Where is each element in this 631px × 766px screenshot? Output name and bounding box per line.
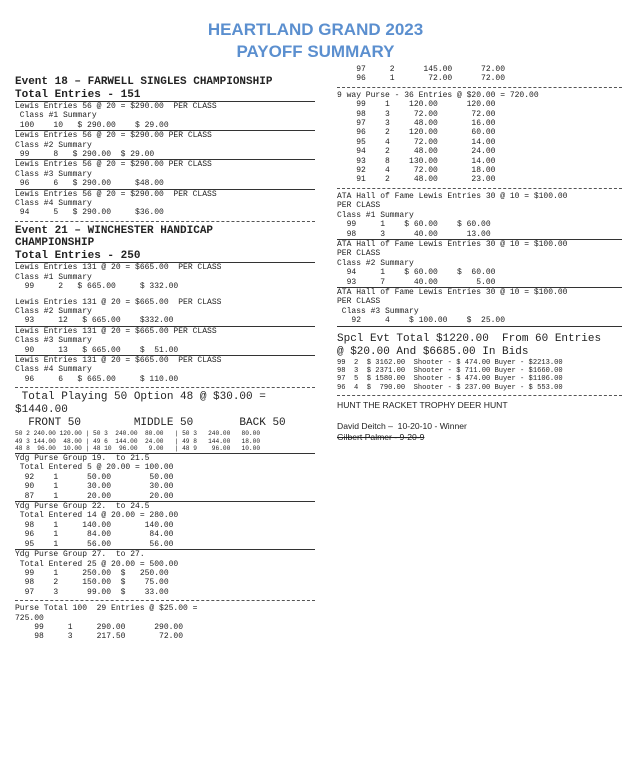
class-result: 94 5 $ 290.00 $36.00 bbox=[15, 208, 164, 218]
option-row: 48 8 96.00 10.00 | 48 10 96.00 9.00 | 48 9 96.00 10.00 bbox=[15, 445, 261, 453]
event-title-cont: CHAMPIONSHIP bbox=[15, 237, 95, 250]
ydg-row: 98 1 140.00 140.00 bbox=[15, 520, 174, 530]
nine-way-row: 95 4 72.00 14.00 bbox=[337, 137, 496, 147]
ata-title: ATA Hall of Fame Lewis Entries 30 @ 10 = $100.00 bbox=[337, 191, 568, 201]
racket-hunt-section bbox=[337, 400, 622, 443]
ydg-row: 98 2 150.00 $ 75.00 bbox=[15, 578, 169, 588]
divider bbox=[15, 221, 315, 222]
ydg-group-total: Total Entered 25 @ 20.00 = 500.00 bbox=[15, 559, 179, 569]
class-summary: Class #3 Summary bbox=[15, 336, 92, 346]
class-line: Lewis Entries 131 @ 20 = $665.00 PER CLASS bbox=[15, 355, 315, 365]
ydg-row: 87 1 20.00 20.00 bbox=[15, 491, 174, 501]
option-section bbox=[15, 391, 315, 453]
special-title: Spcl Evt Total $1220.00 From 60 Entries bbox=[337, 332, 602, 345]
purse-title: Purse Total 100 29 Entries @ $25.00 = bbox=[15, 604, 198, 614]
event-18-section bbox=[15, 76, 315, 218]
class-summary: Class #2 Summary bbox=[15, 140, 92, 150]
special-event-section bbox=[337, 333, 622, 393]
special-row: 98 3 $ 2371.00 Shooter - $ 711.00 Buyer - $1660.00 bbox=[337, 366, 563, 375]
event-title: Event 21 – WINCHESTER HANDICAP bbox=[15, 224, 214, 237]
event-total: Total Entries - 250 bbox=[15, 249, 141, 262]
ata-row: 99 1 $ 60.00 $ 60.00 bbox=[337, 220, 491, 230]
class-summary: Class #1 Summary bbox=[15, 111, 97, 121]
ata-row: 94 1 $ 60.00 $ 60.00 bbox=[337, 268, 496, 278]
ydg-group-total: Total Entered 14 @ 20.00 = 280.00 bbox=[15, 511, 179, 521]
ata-per-class: PER CLASS bbox=[337, 201, 381, 211]
purse-row: 97 2 145.00 72.00 bbox=[337, 65, 506, 74]
class-summary: Class #3 Summary bbox=[337, 306, 419, 316]
class-summary: Class #2 Summary bbox=[15, 307, 92, 316]
ata-row: 93 7 40.00 5.00 bbox=[337, 277, 496, 287]
class-summary: Class #3 Summary bbox=[15, 169, 92, 179]
class-line: Lewis Entries 131 @ 20 = $665.00 PER CLASS bbox=[15, 262, 315, 272]
special-subtitle: @ $20.00 And $6685.00 In Bids bbox=[337, 345, 529, 358]
special-row: 99 2 $ 3162.00 Shooter - $ 474.00 Buyer - $2213.00 bbox=[337, 358, 563, 367]
ydg-group-title: Ydg Purse Group 27. to 27. bbox=[15, 549, 315, 559]
ata-row: 92 4 $ 100.00 $ 25.00 bbox=[337, 316, 506, 326]
special-row: 96 4 $ 790.00 Shooter - $ 237.00 Buyer - $ 553.00 bbox=[337, 383, 563, 392]
nine-way-row: 91 2 48.00 23.00 bbox=[337, 175, 496, 185]
class-line: Lewis Entries 56 @ 20 = $290.00 PER CLASS bbox=[15, 130, 315, 140]
event-title: Event 18 – FARWELL SINGLES CHAMPIONSHIP bbox=[15, 76, 273, 88]
racket-winner: David Deitch – 10-20-10 - Winner bbox=[337, 421, 467, 432]
class-result: 90 13 $ 665.00 $ 51.00 bbox=[15, 345, 179, 355]
racket-struck-entry: Gilbert Palmer - 9-20-9 bbox=[337, 432, 425, 443]
ydg-group bbox=[15, 501, 315, 549]
class-summary: Class #4 Summary bbox=[15, 365, 92, 375]
divider bbox=[337, 395, 622, 396]
event-total: Total Entries - 151 bbox=[15, 88, 141, 101]
divider bbox=[337, 188, 622, 189]
divider bbox=[15, 600, 315, 601]
purse-row: 96 1 72.00 72.00 bbox=[337, 74, 506, 84]
ydg-group-title: Ydg Purse Group 19. to 21.5 bbox=[15, 453, 315, 463]
class-line: Lewis Entries 56 @ 20 = $290.00 PER CLASS bbox=[15, 159, 315, 169]
left-column bbox=[15, 76, 315, 642]
nine-way-title: 9 way Purse - 36 Entries @ $20.00 = 720.00 bbox=[337, 90, 539, 100]
purse-amount: 725.00 bbox=[15, 613, 44, 623]
ydg-group bbox=[15, 549, 315, 597]
class-result: 99 2 $ 665.00 $ 332.00 bbox=[15, 282, 179, 292]
ata-per-class: PER CLASS bbox=[337, 297, 381, 307]
nine-way-row: 98 3 72.00 72.00 bbox=[337, 109, 496, 119]
ydg-row: 95 1 56.00 56.00 bbox=[15, 539, 174, 549]
ydg-row: 96 1 84.00 84.00 bbox=[15, 530, 174, 540]
right-column bbox=[337, 65, 622, 443]
ata-section bbox=[337, 239, 622, 287]
ydg-row: 99 1 250.00 $ 250.00 bbox=[15, 568, 169, 578]
ata-title: ATA Hall of Fame Lewis Entries 30 @ 10 = $100.00 bbox=[337, 239, 622, 249]
class-result: 99 8 $ 290.00 $ 29.00 bbox=[15, 150, 155, 160]
nine-way-row: 97 3 48.00 16.00 bbox=[337, 119, 496, 129]
divider bbox=[15, 387, 315, 388]
class-summary: Class #1 Summary bbox=[337, 210, 414, 220]
class-result: 96 6 $ 665.00 $ 110.00 bbox=[15, 374, 179, 384]
ata-section bbox=[337, 287, 622, 326]
option-row: 50 2 240.00 120.00 | 50 3 240.00 80.00 | 50 3 240.00 80.00 bbox=[15, 430, 261, 438]
nine-way-row: 92 4 72.00 18.00 bbox=[337, 166, 496, 176]
special-row: 97 5 $ 1580.00 Shooter - $ 474.00 Buyer - $1106.00 bbox=[337, 375, 563, 384]
racket-title: HUNT THE RACKET TROPHY DEER HUNT bbox=[337, 400, 508, 411]
option-amount: $1440.00 bbox=[15, 404, 68, 417]
ydg-row: 97 3 99.00 $ 33.00 bbox=[15, 587, 169, 597]
report-title: HEARTLAND GRAND 2023 bbox=[207, 20, 424, 39]
ata-section bbox=[337, 192, 622, 239]
ydg-row: 92 1 50.00 50.00 bbox=[15, 472, 174, 482]
class-line: Lewis Entries 131 @ 20 = $665.00 PER CLASS bbox=[15, 297, 222, 307]
option-row: 49 3 144.00 48.00 | 49 6 144.00 24.00 | 49 8 144.00 18.00 bbox=[15, 437, 261, 445]
nine-way-section bbox=[337, 91, 622, 185]
nine-way-row: 93 8 130.00 14.00 bbox=[337, 156, 496, 166]
option-total: Total Playing 50 Option 48 @ $30.00 = bbox=[15, 391, 266, 404]
ydg-group-total: Total Entered 5 @ 20.00 = 100.00 bbox=[15, 463, 174, 473]
option-groups: FRONT 50 MIDDLE 50 BACK 50 bbox=[15, 417, 286, 430]
nine-way-row: 96 2 120.00 60.00 bbox=[337, 128, 496, 138]
class-summary: Class #1 Summary bbox=[15, 272, 92, 282]
purse-100-section bbox=[15, 604, 315, 642]
class-line: Lewis Entries 56 @ 20 = $290.00 PER CLASS bbox=[15, 189, 315, 199]
purse-row: 99 1 290.00 290.00 bbox=[15, 622, 184, 632]
event-21-section bbox=[15, 225, 315, 384]
ata-row: 98 3 40.00 13.00 bbox=[337, 229, 491, 239]
nine-way-row: 99 1 120.00 120.00 bbox=[337, 100, 496, 110]
report-subtitle: PAYOFF SUMMARY bbox=[236, 42, 395, 61]
ydg-group-title: Ydg Purse Group 22. to 24.5 bbox=[15, 501, 315, 511]
divider bbox=[337, 87, 622, 88]
ata-per-class: PER CLASS bbox=[337, 249, 381, 259]
class-line: Lewis Entries 131 @ 20 = $665.00 PER CLASS bbox=[15, 326, 315, 336]
ata-title: ATA Hall of Fame Lewis Entries 30 @ 10 = $100.00 bbox=[337, 287, 622, 297]
class-line: Lewis Entries 56 @ 20 = $290.00 PER CLASS bbox=[15, 101, 315, 111]
nine-way-row: 94 2 48.00 24.00 bbox=[337, 147, 496, 157]
class-result: 100 10 $ 290.00 $ 29.00 bbox=[15, 120, 169, 130]
class-result: 96 6 $ 290.00 $48.00 bbox=[15, 179, 164, 189]
ydg-group bbox=[15, 453, 315, 501]
purse-row: 98 3 217.50 72.00 bbox=[15, 632, 184, 642]
class-summary: Class #4 Summary bbox=[15, 199, 92, 209]
class-result: 93 12 $ 665.00 $332.00 bbox=[15, 316, 174, 326]
class-summary: Class #2 Summary bbox=[337, 258, 414, 268]
ydg-row: 90 1 30.00 30.00 bbox=[15, 482, 174, 492]
